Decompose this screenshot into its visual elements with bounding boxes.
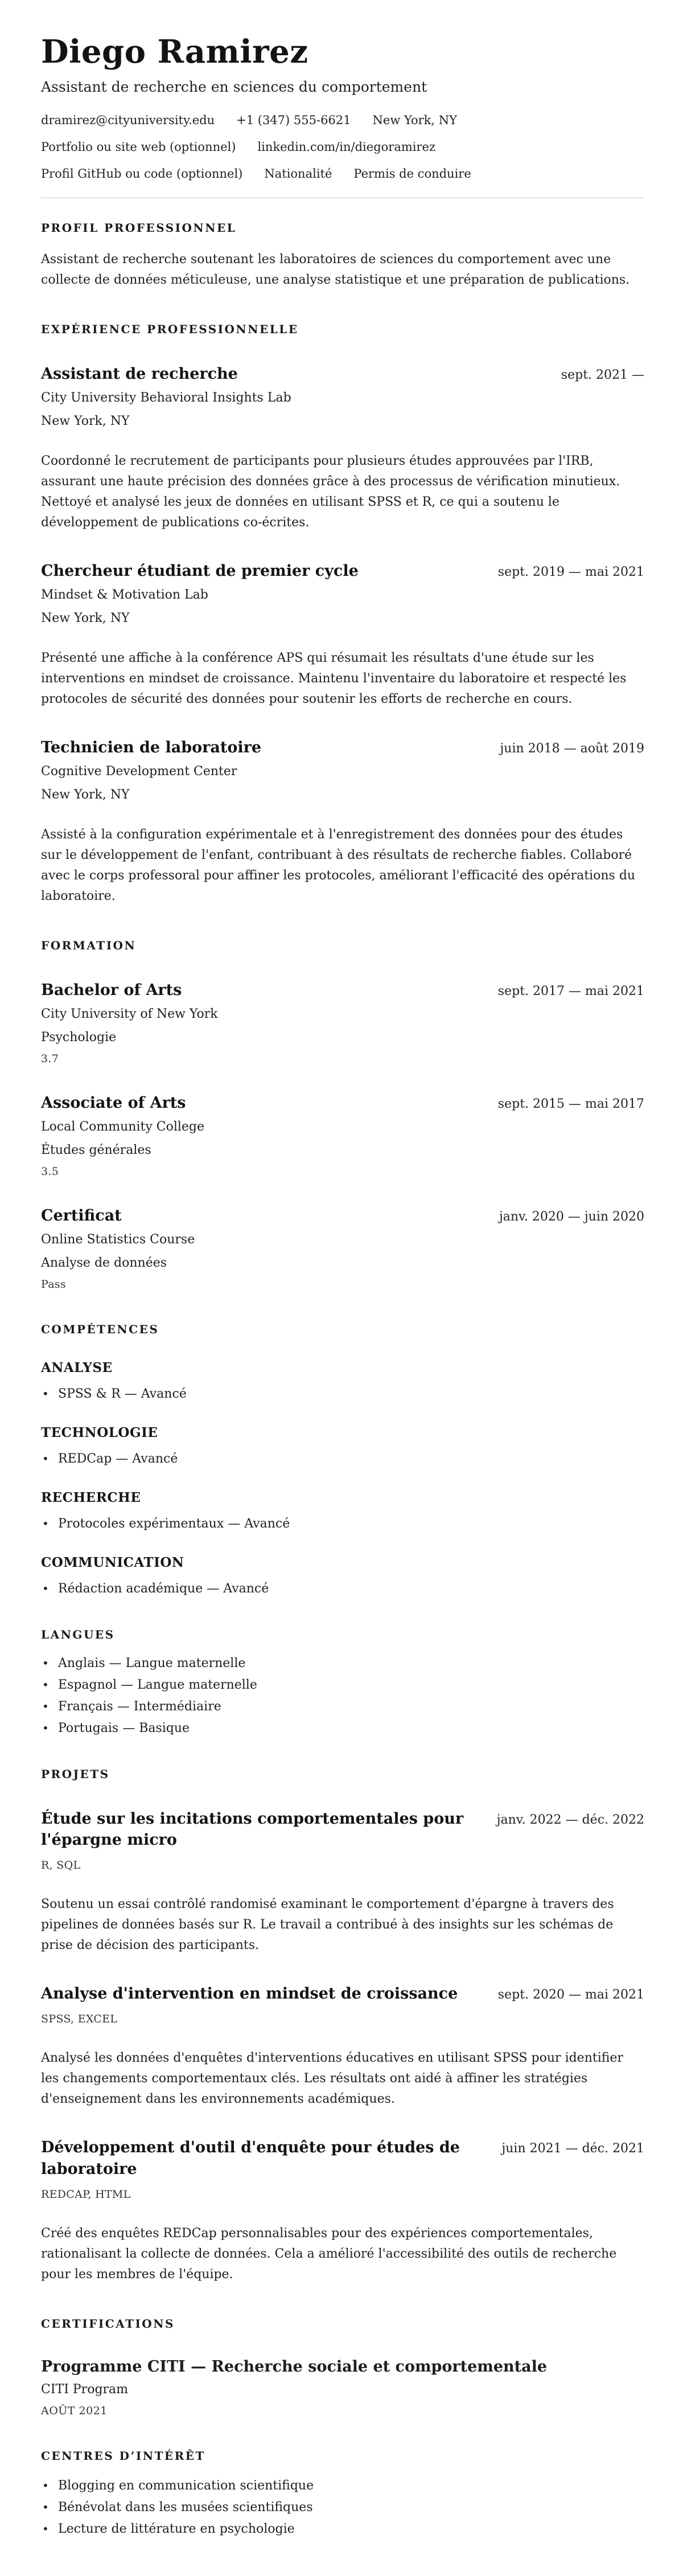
project-title: Développement d'outil d'enquête pour études de laboratoire [41, 2139, 460, 2178]
resume-header [41, 35, 644, 181]
entry-head [41, 560, 644, 582]
skill-list [41, 1387, 644, 1401]
degree-dates: janv. 2020 — juin 2020 [499, 1209, 644, 1224]
skill-item: • REDCap — Avancé [41, 1452, 644, 1466]
certification-date: AOÛT 2021 [41, 2405, 108, 2418]
profile-summary: Assistant de recherche soutenant les laboratoires de sciences du comportement avec une collecte de données méticuleuse, une analyse statistique et une préparation de publications. [41, 252, 630, 287]
job-title: Chercheur étudiant de premier cycle [41, 562, 359, 580]
section-languages [41, 1628, 644, 1735]
section-interests [41, 2449, 644, 2536]
contact-block [41, 113, 644, 181]
project-title: Analyse d'intervention en mindset de croissance [41, 1985, 458, 2003]
experience-entry [41, 363, 644, 533]
degree-title: Certificat [41, 1206, 122, 1224]
entry-head [41, 2137, 644, 2180]
job-location: New York, NY [41, 611, 130, 625]
section-projects [41, 1767, 644, 2286]
job-location: New York, NY [41, 413, 130, 428]
project-dates: juin 2021 — déc. 2021 [501, 2141, 644, 2156]
experience-entry [41, 737, 644, 907]
certification-entry [41, 2358, 644, 2417]
project-dates: janv. 2022 — déc. 2022 [496, 1812, 644, 1827]
project-tech: R, SQL [41, 1859, 81, 1872]
language-item: • Espagnol — Langue maternelle [41, 1678, 644, 1692]
skill-category [41, 1425, 644, 1466]
degree-gpa: 3.7 [41, 1052, 59, 1065]
entry-head [41, 980, 644, 1001]
degree-title: Associate of Arts [41, 1094, 186, 1112]
education-entry [41, 1092, 644, 1178]
degree-school: City University of New York [41, 1007, 218, 1021]
section-education [41, 939, 644, 1290]
experience-entry [41, 560, 644, 710]
project-description: Soutenu un essai contrôlé randomisé examinant le comportement d'épargne à travers des pipelines de données basés sur R. Le travail a contribué à des insights sur les schémas de prise de décision des participants. [41, 1897, 614, 1953]
contact-phone: +1 (347) 555-6621 [236, 113, 351, 127]
job-dates: sept. 2019 — mai 2021 [497, 565, 644, 580]
skill-category [41, 1360, 644, 1401]
candidate-name: Diego Ramirez [41, 33, 308, 71]
education-entry [41, 980, 644, 1065]
degree-gpa: 3.5 [41, 1165, 59, 1178]
degree-gpa: Pass [41, 1277, 66, 1291]
job-company: Mindset & Motivation Lab [41, 587, 208, 602]
skill-item: • Rédaction académique — Avancé [41, 1582, 644, 1596]
project-dates: sept. 2020 — mai 2021 [497, 1988, 644, 2002]
skill-item: • Protocoles expérimentaux — Avancé [41, 1517, 644, 1531]
certification-issuer: CITI Program [41, 2382, 129, 2397]
contact-linkedin: linkedin.com/in/diegoramirez [257, 140, 436, 154]
skill-list [41, 1452, 644, 1466]
project-entry [41, 1808, 644, 1956]
job-company: City University Behavioral Insights Lab [41, 390, 291, 405]
section-heading-education: FORMATION [41, 939, 137, 953]
section-heading-profile: PROFIL PROFESSIONNEL [41, 220, 237, 235]
degree-school: Online Statistics Course [41, 1232, 195, 1247]
language-item: • Français — Intermédiaire [41, 1699, 644, 1714]
skill-category-name: COMMUNICATION [41, 1554, 184, 1570]
section-heading-certifications: CERTIFICATIONS [41, 2317, 175, 2331]
language-item: • Anglais — Langue maternelle [41, 1656, 644, 1670]
section-certifications [41, 2317, 644, 2417]
job-company: Cognitive Development Center [41, 764, 237, 779]
skill-category [41, 1555, 644, 1596]
project-description: Créé des enquêtes REDCap personnalisables pour des expériences comportementales, rationalisant la collecte de données. Cela a amélioré l'accessibilité des outils de recherche pour les membres de l'équipe. [41, 2226, 617, 2282]
project-title: Étude sur les incitations comportementales pour l'épargne micro [41, 1809, 464, 1849]
skill-category-name: TECHNOLOGIE [41, 1424, 158, 1440]
section-heading-languages: LANGUES [41, 1627, 115, 1641]
project-tech: SPSS, EXCEL [41, 2013, 118, 2026]
contact-location: New York, NY [372, 113, 458, 127]
entry-head [41, 1808, 644, 1852]
skill-category-name: RECHERCHE [41, 1489, 141, 1505]
skill-list [41, 1582, 644, 1596]
contact-driving-license-placeholder: Permis de conduire [353, 166, 471, 181]
job-dates: juin 2018 — août 2019 [500, 742, 644, 756]
degree-school: Local Community College [41, 1119, 205, 1134]
entry-head [41, 363, 644, 385]
entry-head [41, 1092, 644, 1114]
contact-row [41, 113, 644, 127]
contact-row [41, 167, 644, 181]
contact-portfolio-placeholder: Portfolio ou site web (optionnel) [41, 140, 236, 154]
candidate-title: Assistant de recherche en sciences du comportement [41, 78, 427, 95]
section-heading-projects: PROJETS [41, 1767, 110, 1781]
skill-category-name: ANALYSE [41, 1359, 113, 1375]
skill-list [41, 1517, 644, 1531]
job-description: Présenté une affiche à la conférence APS qui résumait les résultats d'une étude sur les interventions en mindset de croissance. Maintenu l'inventaire du laboratoire et respecté les protocoles de sécurité des données pour soutenir les efforts de recherche en cours. [41, 650, 627, 707]
language-list [41, 1656, 644, 1735]
job-dates: sept. 2021 — [561, 367, 644, 382]
interest-item: • Bénévolat dans les musées scientifiques [41, 2500, 644, 2514]
section-heading-interests: CENTRES D’INTÉRÊT [41, 2449, 205, 2463]
skill-category [41, 1490, 644, 1531]
section-experience [41, 322, 644, 907]
entry-head [41, 737, 644, 759]
project-description: Analysé les données d'enquêtes d'interventions éducatives en utilisant SPSS pour identifier les changements comportementaux clés. Les résultats ont aidé à affiner les stratégies d'enseignement dans les environnements académiques. [41, 2051, 623, 2107]
degree-field: Analyse de données [41, 1255, 167, 1270]
interest-item: • Lecture de littérature en psychologie [41, 2522, 644, 2536]
project-entry [41, 1983, 644, 2110]
section-skills [41, 1322, 644, 1596]
job-title: Assistant de recherche [41, 365, 238, 383]
project-entry [41, 2137, 644, 2285]
job-description: Coordonné le recrutement de participants pour plusieurs études approuvées par l'IRB, assurant une haute précision des données grâce à des processus de vérification minutieux. Nettoyé et analysé les jeux de données en utilisant SPSS et R, ce qui a soutenu le développement de publications co-écrites. [41, 453, 620, 530]
section-heading-skills: COMPÉTENCES [41, 1322, 159, 1336]
contact-github-placeholder: Profil GitHub ou code (optionnel) [41, 166, 243, 181]
contact-nationality-placeholder: Nationalité [264, 166, 332, 181]
job-description: Assisté à la configuration expérimentale et à l'enregistrement des données pour des études sur le développement de l'enfant, contribuant à des résultats de recherche fiables. Collaboré avec le corps professoral pour affiner les protocoles, améliorant l'efficacité des opérations du laboratoire. [41, 827, 636, 904]
degree-dates: sept. 2017 — mai 2021 [497, 984, 644, 999]
education-entry [41, 1205, 644, 1291]
degree-field: Études générales [41, 1142, 151, 1157]
contact-email: dramirez@cityuniversity.edu [41, 113, 215, 127]
degree-field: Psychologie [41, 1030, 117, 1045]
degree-title: Bachelor of Arts [41, 981, 182, 1000]
skill-item: • SPSS & R — Avancé [41, 1387, 644, 1401]
certification-title: Programme CITI — Recherche sociale et comportementale [41, 2358, 548, 2376]
project-tech: REDCAP, HTML [41, 2188, 131, 2201]
section-profile [41, 221, 644, 290]
entry-head [41, 1205, 644, 1227]
interest-list [41, 2479, 644, 2536]
contact-row [41, 140, 644, 154]
section-heading-experience: EXPÉRIENCE PROFESSIONNELLE [41, 322, 299, 336]
interest-item: • Blogging en communication scientifique [41, 2479, 644, 2493]
degree-dates: sept. 2015 — mai 2017 [497, 1097, 644, 1111]
entry-head [41, 1983, 644, 2005]
job-title: Technicien de laboratoire [41, 739, 261, 757]
job-location: New York, NY [41, 787, 130, 802]
language-item: • Portugais — Basique [41, 1721, 644, 1735]
